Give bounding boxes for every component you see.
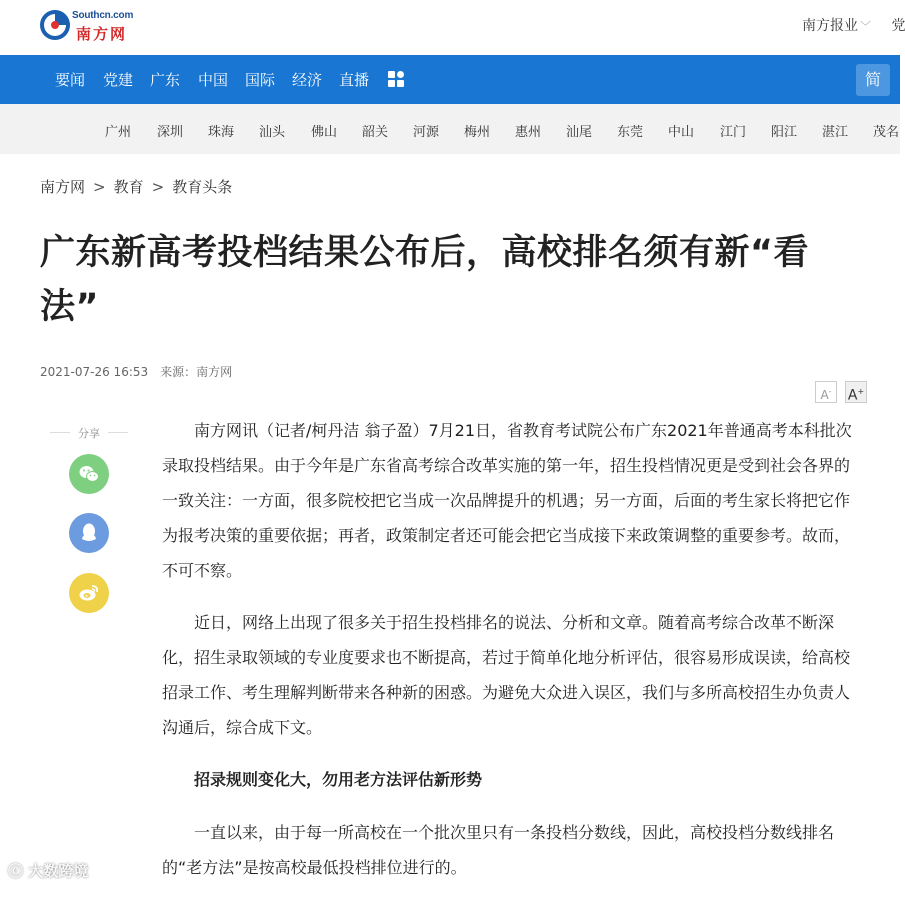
breadcrumb-item-education-headlines[interactable]: 教育头条 xyxy=(172,178,233,196)
nav-item-international[interactable]: 国际 xyxy=(245,71,276,89)
city-link[interactable]: 茂名 xyxy=(873,125,900,140)
font-increase-button[interactable]: A+ xyxy=(845,381,867,403)
article-body xyxy=(162,413,862,902)
share-label: 分享 xyxy=(78,427,100,440)
nav-item-china[interactable]: 中国 xyxy=(198,71,229,89)
dangjian-link[interactable]: 党 xyxy=(891,18,905,34)
breadcrumb-separator: > xyxy=(151,178,165,196)
city-bar xyxy=(0,104,900,154)
city-link[interactable]: 汕头 xyxy=(259,125,286,140)
nanfang-baoye-link[interactable]: 南方报业 xyxy=(802,18,858,34)
qq-share-button[interactable] xyxy=(69,513,109,553)
article-title: 广东新高考投档结果公布后，高校排名须有新“看法” xyxy=(40,233,810,327)
logo-text-en: Southcn.com xyxy=(72,10,134,21)
top-header xyxy=(0,0,905,55)
main-nav xyxy=(0,55,900,104)
publish-date: 2021-07-26 16:53 xyxy=(40,365,149,379)
simplified-chinese-button[interactable]: 简 xyxy=(856,64,890,96)
article-meta xyxy=(40,363,232,380)
breadcrumb-item-education[interactable]: 教育 xyxy=(113,178,144,196)
article-source: 来源：南方网 xyxy=(160,365,233,379)
wechat-icon xyxy=(77,462,101,486)
weibo-share-button[interactable] xyxy=(69,573,109,613)
city-link[interactable]: 珠海 xyxy=(208,125,235,140)
nav-item-economy[interactable]: 经济 xyxy=(292,71,323,89)
breadcrumb-item-home[interactable]: 南方网 xyxy=(40,178,86,196)
city-link[interactable]: 中山 xyxy=(668,125,695,140)
logo-text-cn: 南方网 xyxy=(76,25,128,43)
city-link[interactable]: 佛山 xyxy=(311,125,338,140)
grid-menu-icon[interactable] xyxy=(388,71,404,87)
city-link[interactable]: 河源 xyxy=(413,125,440,140)
font-increase-label: A xyxy=(847,387,858,404)
southcn-logo[interactable] xyxy=(38,4,148,48)
wechat-share-button[interactable] xyxy=(69,454,109,494)
nav-item-yaowen[interactable]: 要闻 xyxy=(55,71,86,89)
city-link[interactable]: 东莞 xyxy=(617,125,644,140)
qq-penguin-icon xyxy=(77,521,101,545)
watermark xyxy=(8,860,88,881)
breadcrumb-separator: > xyxy=(93,178,106,196)
breadcrumb xyxy=(40,176,232,197)
city-link[interactable]: 梅州 xyxy=(464,125,491,140)
watermark-logo-icon: ⓒ xyxy=(8,862,24,880)
share-divider-right xyxy=(108,432,128,433)
chevron-down-icon: ﹀ xyxy=(860,20,871,33)
nav-item-live[interactable]: 直播 xyxy=(339,71,370,89)
city-link[interactable]: 江门 xyxy=(720,125,747,140)
font-decrease-button[interactable]: A- xyxy=(815,381,837,403)
city-link[interactable]: 阳江 xyxy=(771,125,798,140)
watermark-text: 大数跨境 xyxy=(28,862,89,880)
logo-mark-icon xyxy=(38,8,72,42)
weibo-icon xyxy=(77,581,101,605)
city-link[interactable]: 广州 xyxy=(105,125,132,140)
font-decrease-label: A xyxy=(820,388,829,402)
nav-item-guangdong[interactable]: 广东 xyxy=(150,71,181,89)
city-link[interactable]: 汕尾 xyxy=(566,125,593,140)
city-link[interactable]: 湛江 xyxy=(822,125,849,140)
city-link[interactable]: 深圳 xyxy=(157,125,184,140)
top-right-menu[interactable] xyxy=(802,15,905,35)
city-link[interactable]: 惠州 xyxy=(515,125,542,140)
article-paragraph: 南方网讯（记者/柯丹洁 翁子盈）7月21日，省教育考试院公布广东2021年普通高考本科批次录取投档结果。由于今年是广东省高考综合改革实施的第一年，招生投档情况更是受到社会各界的一致关注：一方面，很多院校把它当成一次品牌提升的机遇；另一方面，后面的考生家长将把它作为报考决策的重要依据；再者，政策制定者还可能会把它当成接下来政策调整的重要参考。故而，不可不察。 xyxy=(162,421,852,580)
article-paragraph: 一直以来，由于每一所高校在一个批次里只有一条投档分数线，因此，高校投档分数线排名的“老方法”是按高校最低投档排位进行的。 xyxy=(162,823,835,877)
nav-item-dangjian[interactable]: 党建 xyxy=(103,71,134,89)
city-link[interactable]: 韶关 xyxy=(362,125,389,140)
article-subheading: 招录规则变化大，勿用老方法评估新形势 xyxy=(194,770,483,789)
article-paragraph: 近日，网络上出现了很多关于招生投档排名的说法、分析和文章。随着高考综合改革不断深化，招生录取领域的专业度要求也不断提高，若过于简单化地分析评估，很容易形成误读，给高校招录工作、考生理解判断带来各种新的困惑。为避免大众进入误区，我们与多所高校招生办负责人沟通后，综合成下文。 xyxy=(162,613,851,737)
